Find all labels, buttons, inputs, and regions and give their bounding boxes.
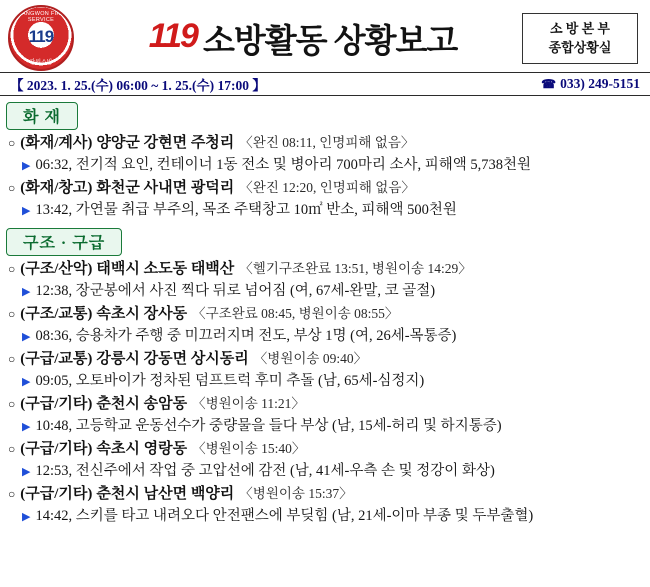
entry-status: 〈완진 08:11, 인명피해 없음〉 <box>239 135 415 150</box>
list-item <box>8 258 646 303</box>
hq-line-2: 종합상황실 <box>548 40 612 55</box>
entry-list-fire <box>0 132 650 222</box>
emblem-bottom-text: 강원소방 <box>29 60 53 66</box>
list-item <box>8 348 646 393</box>
entry-place: 춘천시 송암동 <box>96 396 188 412</box>
entry-headline <box>8 393 646 416</box>
hq-line-1: 소 방 본 부 <box>550 20 610 36</box>
entry-detail: 08:36, 승용차가 주행 중 미끄러지며 전도, 부상 1명 (여, 26세-목통증) <box>35 328 457 345</box>
circle-bullet-icon: ○ <box>8 136 16 150</box>
phone-icon: ☎ <box>541 76 557 91</box>
list-item <box>8 132 646 177</box>
entry-headline <box>8 348 646 371</box>
entry-detail-row <box>8 371 646 393</box>
entry-place: 속초시 영랑동 <box>96 441 188 457</box>
circle-bullet-icon: ○ <box>8 181 16 195</box>
entry-detail-row <box>8 326 646 348</box>
emblem-119-text: 119 <box>28 27 54 46</box>
triangle-bullet-icon: ▶ <box>22 376 31 389</box>
triangle-bullet-icon: ▶ <box>22 331 31 344</box>
entry-status: 〈병원이송 15:40〉 <box>192 441 306 456</box>
entry-category: (구급/기타) <box>20 441 93 457</box>
entry-category: (구급/교통) <box>20 351 93 367</box>
title-block <box>84 15 522 62</box>
list-item <box>8 177 646 222</box>
entry-headline <box>8 258 646 281</box>
entry-place: 태백시 소도동 태백산 <box>96 261 235 277</box>
entry-headline <box>8 132 646 155</box>
triangle-bullet-icon: ▶ <box>22 421 31 434</box>
entry-detail: 09:05, 오토바이가 정차된 덤프트럭 후미 추돌 (남, 65세-심정지) <box>35 373 425 390</box>
entry-headline <box>8 303 646 326</box>
list-item <box>8 438 646 483</box>
entry-detail-row <box>8 416 646 438</box>
entry-category: (화재/창고) <box>20 180 93 196</box>
triangle-bullet-icon: ▶ <box>22 205 31 218</box>
logo-119-text: 119 <box>148 16 197 55</box>
entry-detail: 10:48, 고등학교 운동선수가 중량물을 들다 부상 (남, 15세-허리 및 하지통증) <box>35 418 502 435</box>
entry-headline <box>8 438 646 461</box>
entry-detail: 14:42, 스키를 타고 내려오다 안전팬스에 부딪힘 (남, 21세-이마 부종 및 두부출혈) <box>35 508 534 525</box>
entry-category: (구급/기타) <box>20 486 93 502</box>
headquarters-box <box>522 13 638 64</box>
entry-detail: 06:32, 전기적 요인, 컨테이너 1동 전소 및 병아리 700마리 소사, 피해액 5,738천원 <box>35 157 532 174</box>
entry-detail-row <box>8 461 646 483</box>
entry-category: (구조/교통) <box>20 306 93 322</box>
entry-headline <box>8 483 646 506</box>
circle-bullet-icon: ○ <box>8 442 16 456</box>
triangle-bullet-icon: ▶ <box>22 286 31 299</box>
entry-place: 속초시 장사동 <box>96 306 188 322</box>
phone-number: 033) 249-5151 <box>560 76 640 91</box>
section-fire <box>0 96 650 222</box>
entry-category: (구급/기타) <box>20 396 93 412</box>
circle-bullet-icon: ○ <box>8 352 16 366</box>
list-item <box>8 303 646 348</box>
entry-detail-row <box>8 200 646 222</box>
entry-detail: 13:42, 가연물 취급 부주의, 목조 주택창고 10㎡ 반소, 피해액 500천원 <box>35 202 457 219</box>
entry-status: 〈완진 12:20, 인명피해 없음〉 <box>239 180 415 195</box>
page-title: 소방활동 상황보고 <box>202 23 458 60</box>
list-item <box>8 483 646 528</box>
section-rescue-ems <box>0 222 650 528</box>
entry-headline <box>8 177 646 200</box>
entry-detail: 12:38, 장군봉에서 사진 찍다 뒤로 넘어짐 (여, 67세-완말, 코 골절) <box>35 283 436 300</box>
gangwon-fire-emblem-icon <box>8 5 74 71</box>
entry-category: (구조/산악) <box>20 261 93 277</box>
entry-status: 〈병원이송 15:37〉 <box>239 486 353 501</box>
entry-detail-row <box>8 281 646 303</box>
triangle-bullet-icon: ▶ <box>22 466 31 479</box>
entry-status: 〈구조완료 08:45, 병원이송 08:55〉 <box>192 306 399 321</box>
entry-status: 〈헬기구조완료 13:51, 병원이송 14:29〉 <box>239 261 472 276</box>
entry-status: 〈병원이송 11:21〉 <box>192 396 305 411</box>
entry-place: 화천군 사내면 광덕리 <box>96 180 235 196</box>
entry-detail-row <box>8 506 646 528</box>
entry-place: 강릉시 강동면 상시동리 <box>96 351 249 367</box>
circle-bullet-icon: ○ <box>8 262 16 276</box>
period-bar <box>0 72 650 96</box>
contact-info <box>541 76 640 92</box>
section-title-fire: 화 재 <box>6 102 78 130</box>
report-period: 【 2023. 1. 25.(수) 06:00 ~ 1. 25.(수) 17:00 】 <box>10 78 266 93</box>
circle-bullet-icon: ○ <box>8 487 16 501</box>
circle-bullet-icon: ○ <box>8 307 16 321</box>
list-item <box>8 393 646 438</box>
report-header <box>0 0 650 72</box>
circle-bullet-icon: ○ <box>8 397 16 411</box>
section-title-rescue-ems: 구조 · 구급 <box>6 228 122 256</box>
entry-list-rescue-ems <box>0 258 650 528</box>
entry-detail-row <box>8 155 646 177</box>
entry-place: 춘천시 남산면 백양리 <box>96 486 235 502</box>
entry-place: 양양군 강현면 주청리 <box>96 135 235 151</box>
triangle-bullet-icon: ▶ <box>22 511 31 524</box>
entry-detail: 12:53, 전신주에서 작업 중 고압선에 감전 (남, 41세-우측 손 및 정강이 화상) <box>35 463 495 480</box>
triangle-bullet-icon: ▶ <box>22 160 31 173</box>
entry-category: (화재/계사) <box>20 135 93 151</box>
emblem-top-text: GANGWON FIRE SERVICE <box>17 11 65 23</box>
entry-status: 〈병원이송 09:40〉 <box>253 351 368 366</box>
